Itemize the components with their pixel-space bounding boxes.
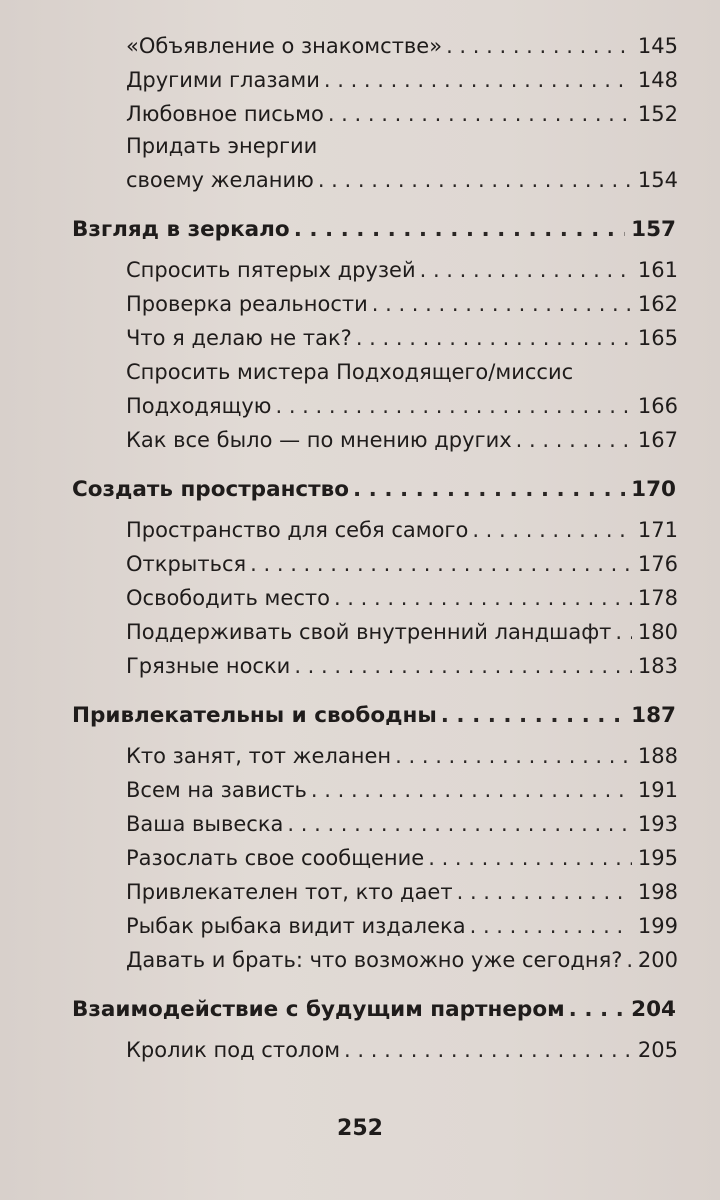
- toc-page-number: 180: [637, 620, 678, 644]
- toc-page-number: 152: [637, 102, 678, 126]
- dot-leader: [287, 810, 632, 838]
- toc-entry: [126, 392, 678, 420]
- toc-title: Кто занят, тот желанен: [126, 744, 392, 768]
- dot-leader: [250, 550, 632, 578]
- toc-page-number: 204: [631, 997, 676, 1022]
- page-number: 252: [337, 1116, 383, 1141]
- toc-entry: [126, 1036, 678, 1064]
- toc-page-number: 191: [637, 778, 678, 802]
- toc-entry: [126, 166, 678, 194]
- toc-entry: [126, 810, 678, 838]
- dot-leader: [626, 946, 632, 974]
- toc-page-number: 193: [637, 812, 678, 836]
- toc-page-number: 148: [637, 68, 678, 92]
- toc-title: Другими глазами: [126, 68, 320, 92]
- dot-leader: [356, 324, 632, 352]
- toc-title: Грязные носки: [126, 654, 291, 678]
- toc-page-number: 195: [637, 846, 678, 870]
- toc-page-number: 165: [637, 326, 678, 350]
- toc-page-number: 200: [637, 948, 678, 972]
- toc-page-number: 199: [637, 914, 678, 938]
- toc-title: «Объявление о знакомстве»: [126, 34, 443, 58]
- toc-entry: [126, 426, 678, 454]
- toc-page-number: 157: [631, 217, 676, 242]
- toc-entry: [126, 516, 678, 544]
- dot-leader: [318, 166, 632, 194]
- dot-leader: [344, 1036, 632, 1064]
- dot-leader: [328, 100, 632, 128]
- toc-title: Привлекательны и свободны: [72, 703, 437, 728]
- toc-title: Всем на зависть: [126, 778, 307, 802]
- toc-entry: [126, 912, 678, 940]
- dot-leader: [516, 426, 632, 454]
- toc-section: [72, 476, 676, 504]
- toc-entry: [126, 742, 678, 770]
- dot-leader: [311, 776, 632, 804]
- toc-page-number: 162: [637, 292, 678, 316]
- toc-title: Создать пространство: [72, 477, 350, 502]
- toc-title: Любовное письмо: [126, 102, 324, 126]
- toc-page-number: 170: [631, 477, 676, 502]
- toc-page-number: 167: [637, 428, 678, 452]
- toc-entry: [126, 878, 678, 906]
- toc-title: Пространство для себя самого: [126, 518, 469, 542]
- dot-leader: [372, 290, 632, 318]
- dot-leader: [428, 844, 632, 872]
- dot-leader: [457, 878, 632, 906]
- toc-title: Как все было — по мнению других: [126, 428, 512, 452]
- toc-title: Что я делаю не так?: [126, 326, 352, 350]
- toc-entry-line: Придать энергии: [126, 134, 318, 158]
- toc-title: Подходящую: [126, 394, 272, 418]
- toc-title: Взаимодействие с будущим партнером: [72, 997, 565, 1022]
- toc-title: Кролик под столом: [126, 1038, 341, 1062]
- toc-entry: [126, 256, 678, 284]
- toc-page-number: 178: [637, 586, 678, 610]
- dot-leader: [446, 32, 632, 60]
- dot-leader: [294, 652, 632, 680]
- dot-leader: [569, 996, 625, 1024]
- toc-page-number: 161: [637, 258, 678, 282]
- toc-title: Разослать свое сообщение: [126, 846, 425, 870]
- dot-leader: [420, 256, 632, 284]
- toc-entry: [126, 946, 678, 974]
- toc-page-number: 205: [637, 1038, 678, 1062]
- toc-entry: [126, 618, 678, 646]
- toc-entry: [126, 652, 678, 680]
- toc-entry: [126, 550, 678, 578]
- toc-entry-line: Спросить мистера Подходящего/миссис: [126, 360, 574, 384]
- toc-section: [72, 216, 676, 244]
- toc-title: Привлекателен тот, кто дает: [126, 880, 453, 904]
- toc-page-number: 188: [637, 744, 678, 768]
- toc-title: Открыться: [126, 552, 247, 576]
- toc-title: Проверка реальности: [126, 292, 368, 316]
- toc-page-number: 154: [637, 168, 678, 192]
- toc-entry: [126, 66, 678, 94]
- toc-entry: [126, 584, 678, 612]
- toc-entry: [126, 844, 678, 872]
- toc-page-number: 187: [631, 703, 676, 728]
- toc-page-number: 183: [637, 654, 678, 678]
- toc-title: Давать и брать: что возможно уже сегодня?: [126, 948, 623, 972]
- toc-title: своему желанию: [126, 168, 314, 192]
- dot-leader: [441, 702, 625, 730]
- toc-page-number: 145: [637, 34, 678, 58]
- toc-page-number: 176: [637, 552, 678, 576]
- toc-entry: [126, 290, 678, 318]
- dot-leader: [470, 912, 632, 940]
- dot-leader: [294, 216, 625, 244]
- toc-entry: [126, 776, 678, 804]
- dot-leader: [472, 516, 632, 544]
- toc-entry: [126, 32, 678, 60]
- dot-leader: [395, 742, 632, 770]
- toc-page-number: 171: [637, 518, 678, 542]
- dot-leader: [275, 392, 631, 420]
- toc-section: [72, 702, 676, 730]
- toc-title: Спросить пятерых друзей: [126, 258, 416, 282]
- dot-leader: [353, 476, 625, 504]
- toc-title: Поддерживать свой внутренний ландшафт: [126, 620, 612, 644]
- toc-page-number: 166: [637, 394, 678, 418]
- toc-title: Взгляд в зеркало: [72, 217, 290, 242]
- dot-leader: [615, 618, 632, 646]
- toc-title: Ваша вывеска: [126, 812, 284, 836]
- toc-section: [72, 996, 676, 1024]
- toc-title: Рыбак рыбака видит издалека: [126, 914, 466, 938]
- dot-leader: [334, 584, 632, 612]
- dot-leader: [324, 66, 632, 94]
- toc-entry: [126, 324, 678, 352]
- toc-page-number: 198: [637, 880, 678, 904]
- toc-entry: [126, 100, 678, 128]
- toc-title: Освободить место: [126, 586, 330, 610]
